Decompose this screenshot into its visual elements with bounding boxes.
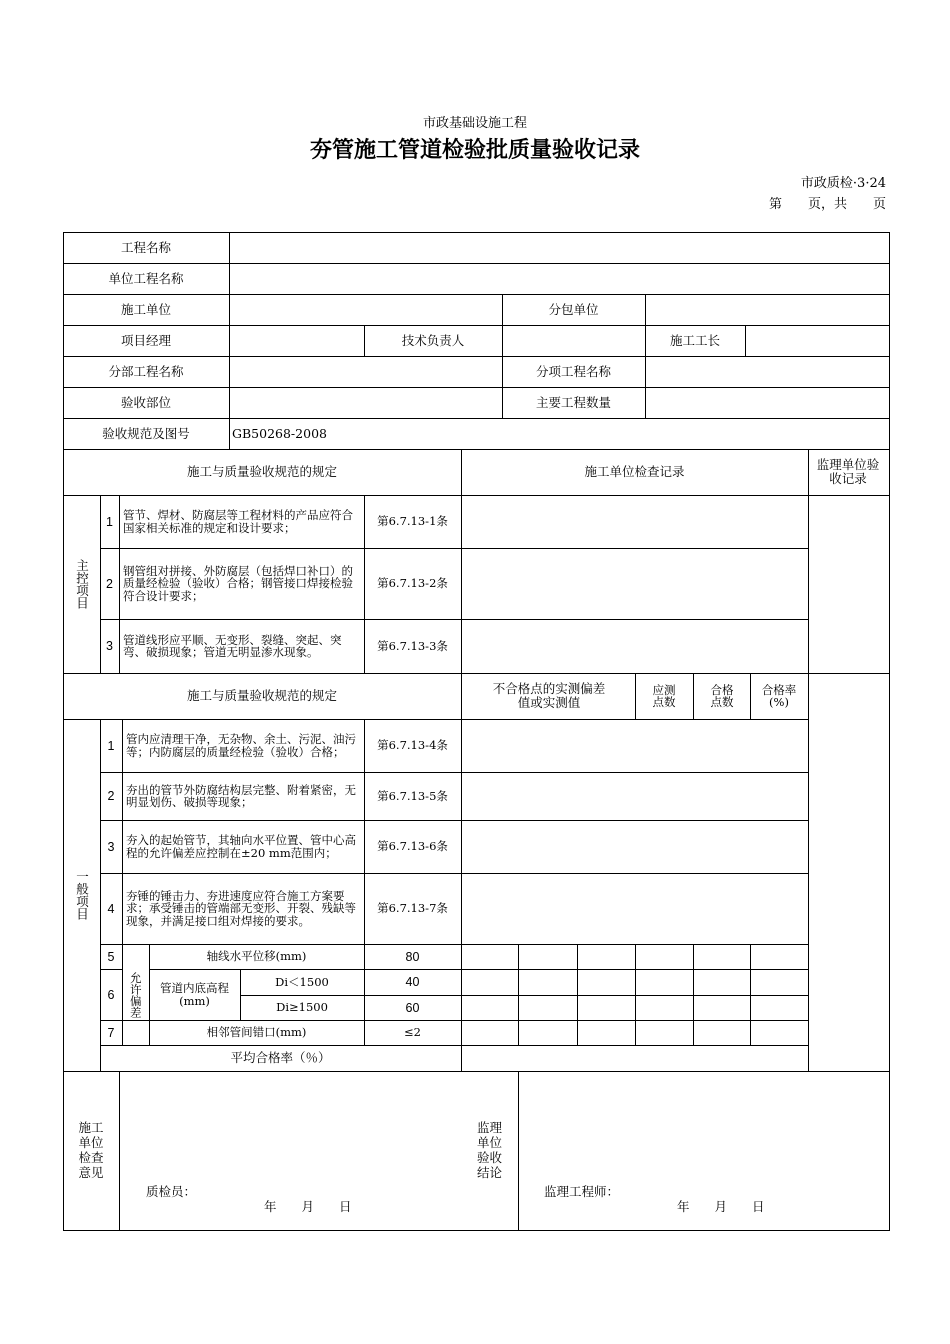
inspector-label: 质检员： <box>146 1184 197 1199</box>
header-supervision: 监理单位验收记录 <box>816 457 880 486</box>
tolerance-row-no: 5 <box>107 949 115 964</box>
tolerance-val2: 60 <box>405 1000 420 1015</box>
main-item-no: 1 <box>106 514 113 529</box>
tolerance-offset-value: ≤2 <box>404 1025 421 1040</box>
tolerance-elevation-name: 管道内底高程(mm) <box>160 981 229 1008</box>
main-item-text: 管节、焊材、防腐层等工程材料的产品应符合国家相关标准的规定和设计要求； <box>123 508 353 535</box>
general-item-clause: 第6.7.13-5条 <box>377 788 448 803</box>
form-code: 市政质检·3·24 <box>800 176 886 191</box>
general-item-no: 1 <box>107 738 115 753</box>
tolerance-sub2: Di≥1500 <box>276 1000 328 1015</box>
tolerance-row-no: 6 <box>107 987 115 1002</box>
main-item-clause: 第6.7.13-2条 <box>377 576 448 591</box>
label-quantity: 主要工程数量 <box>535 394 611 410</box>
tolerance-offset-name: 相邻管间错口(mm) <box>206 1025 307 1040</box>
general-item-no: 3 <box>107 839 115 854</box>
main-item-text: 钢管组对拼接、外防腐层（包括焊口补口）的质量经检验（验收）合格；钢管接口焊接检验符合设计要求； <box>123 563 353 603</box>
contractor-date: 年 月 日 <box>264 1199 352 1214</box>
main-item-clause: 第6.7.13-1条 <box>377 514 448 529</box>
label-project-name: 工程名称 <box>120 239 171 255</box>
label-location: 验收部位 <box>120 394 171 410</box>
general-item-no: 2 <box>107 789 115 803</box>
tolerance-val1: 40 <box>405 975 420 989</box>
main-item-no: 2 <box>106 576 113 591</box>
spec-value: GB50268-2008 <box>232 425 327 441</box>
general-item-clause: 第6.7.13-7条 <box>377 901 448 916</box>
header-deviation: 不合格点的实测偏差值或实测值 <box>492 681 606 710</box>
general-group: 一般项目 <box>74 870 90 920</box>
main-item-text: 管道线形应平顺、无变形、裂缝、突起、突弯、破损现象；管道无明显渗水现象。 <box>123 632 342 659</box>
general-item-clause: 第6.7.13-6条 <box>377 839 448 854</box>
label-spec: 验收规范及图号 <box>102 425 190 441</box>
main-control-group: 主控项目 <box>74 559 90 609</box>
label-manager: 项目经理 <box>120 332 171 348</box>
header-spec: 施工与质量验收规范的规定 <box>186 464 337 479</box>
form-title: 夯管施工管道检验批质量验收记录 <box>309 137 640 163</box>
supervision-date: 年 月 日 <box>677 1199 765 1214</box>
tolerance-sub1: Di＜1500 <box>275 974 329 989</box>
tolerance-row-no: 7 <box>107 1025 115 1040</box>
header-spec-2: 施工与质量验收规范的规定 <box>186 688 337 703</box>
label-division: 分部工程名称 <box>108 363 184 379</box>
tolerance-label: 允许偏差 <box>128 971 143 1018</box>
supervision-conclusion-label: 监理单位验收结论 <box>476 1120 502 1180</box>
label-contractor: 施工单位 <box>120 301 171 317</box>
general-item-text: 夯锤的锤击力、夯进速度应符合施工方案要求；承受锤击的管端部无变形、开裂、残缺等现象，并满足接口组对焊接的要求。 <box>126 888 356 928</box>
label-unit-project: 单位工程名称 <box>108 270 184 286</box>
general-item-text: 管内应清理干净，无杂物、余土、污泥、油污等；内防腐层的质量经检验（验收）合格； <box>126 732 356 759</box>
header-qualified: 合格点数 <box>710 682 734 709</box>
main-item-clause: 第6.7.13-3条 <box>377 638 448 653</box>
tolerance-axis-value: 80 <box>405 949 420 964</box>
general-item-no: 4 <box>107 901 115 916</box>
engineer-label: 监理工程师： <box>544 1184 620 1199</box>
page-number: 第 页，共 页 <box>768 197 886 212</box>
header-rate: 合格率(%) <box>761 682 797 709</box>
header-measured: 应测点数 <box>652 682 676 709</box>
form-subtitle: 市政基础设施工程 <box>422 116 527 131</box>
label-subcontractor: 分包单位 <box>548 301 599 317</box>
general-item-text: 夯入的起始管节，其轴向水平位置、管中心高程的允许偏差应控制在±20 mm范围内； <box>126 833 356 860</box>
tolerance-axis-name: 轴线水平位移(mm) <box>206 949 307 964</box>
header-check-record: 施工单位检查记录 <box>584 464 685 479</box>
main-item-no: 3 <box>106 639 113 653</box>
label-tech-lead: 技术负责人 <box>401 332 465 348</box>
label-subitem: 分项工程名称 <box>535 363 611 379</box>
general-item-text: 夯出的管节外防腐结构层完整、附着紧密，无明显划伤、破损等现象； <box>126 782 356 809</box>
general-item-clause: 第6.7.13-4条 <box>377 738 448 753</box>
contractor-opinion-label: 施工单位检查意见 <box>78 1120 104 1180</box>
average-rate-label: 平均合格率（％） <box>230 1050 331 1065</box>
label-foreman: 施工工长 <box>669 332 720 348</box>
